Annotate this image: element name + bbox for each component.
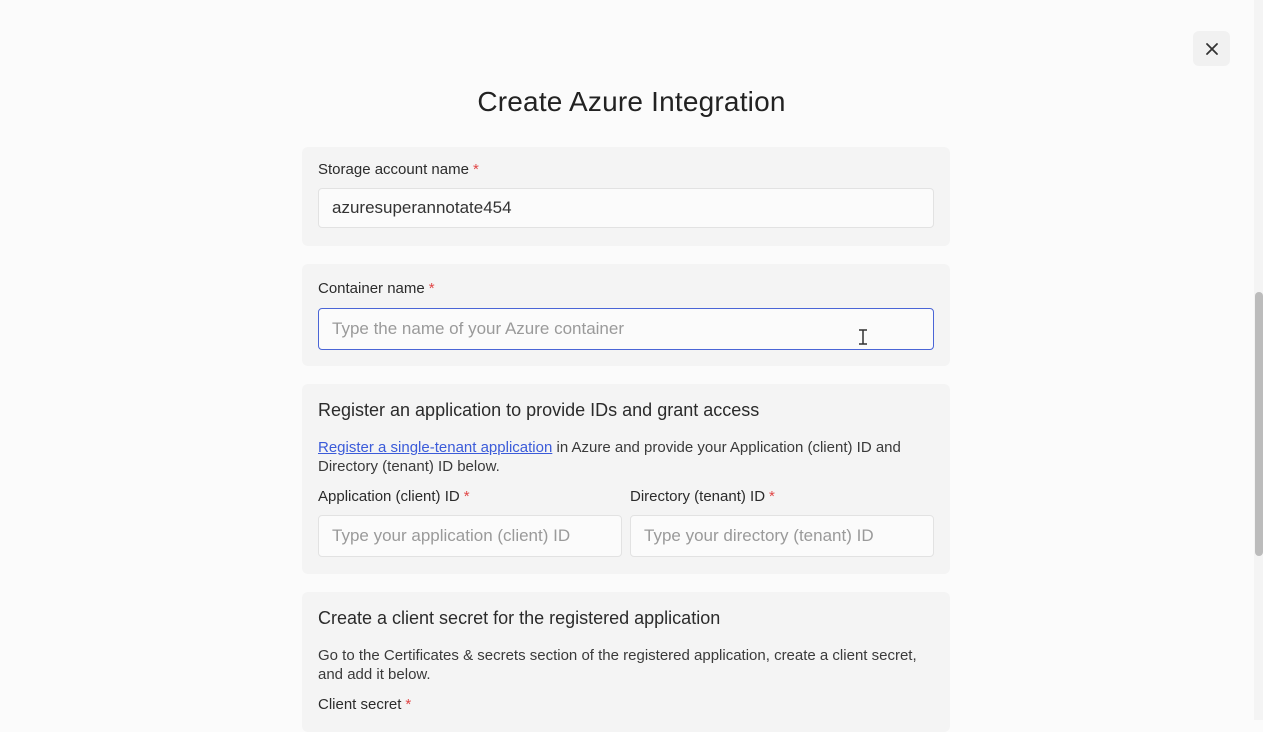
storage-account-label-text: Storage account name: [318, 161, 469, 178]
storage-account-label: [318, 161, 479, 178]
required-mark: *: [428, 280, 435, 297]
secret-description: Go to the Certificates & secrets section of the registered application, create a client secret, and add it below.: [318, 647, 917, 683]
container-label: [318, 280, 435, 297]
register-heading: Register an application to provide IDs and grant access: [318, 400, 760, 420]
container-name-input[interactable]: [318, 308, 934, 350]
container-label-text: Container name: [318, 280, 425, 297]
container-section: [302, 264, 950, 366]
app-id-label: [318, 488, 470, 505]
register-description-text: in Azure and provide your Application (client) ID and Directory (tenant) ID below.: [318, 439, 901, 475]
register-description: [318, 438, 938, 476]
dir-id-input[interactable]: [630, 515, 934, 557]
client-secret-label-text: Client secret: [318, 696, 402, 713]
text-cursor-icon: [857, 329, 869, 345]
app-id-label-text: Application (client) ID: [318, 488, 460, 505]
register-app-link[interactable]: Register a single-tenant application: [318, 439, 553, 456]
client-secret-section: [302, 592, 950, 732]
required-mark: *: [463, 488, 470, 505]
dialog-title: Create Azure Integration: [477, 86, 786, 117]
client-secret-label: [318, 696, 411, 713]
storage-account-section: [302, 147, 950, 246]
register-app-section: [302, 384, 950, 574]
close-button[interactable]: [1193, 31, 1230, 66]
dir-id-label-text: Directory (tenant) ID: [630, 488, 766, 505]
storage-account-input[interactable]: [318, 188, 934, 228]
required-mark: *: [769, 488, 775, 505]
app-id-input[interactable]: [318, 515, 622, 557]
required-mark: *: [472, 161, 479, 178]
required-mark: *: [405, 696, 412, 713]
secret-heading: Create a client secret for the registered application: [318, 608, 721, 628]
close-icon: [1205, 42, 1219, 56]
scrollbar-thumb[interactable]: [1255, 292, 1263, 556]
dir-id-label: [630, 488, 775, 505]
